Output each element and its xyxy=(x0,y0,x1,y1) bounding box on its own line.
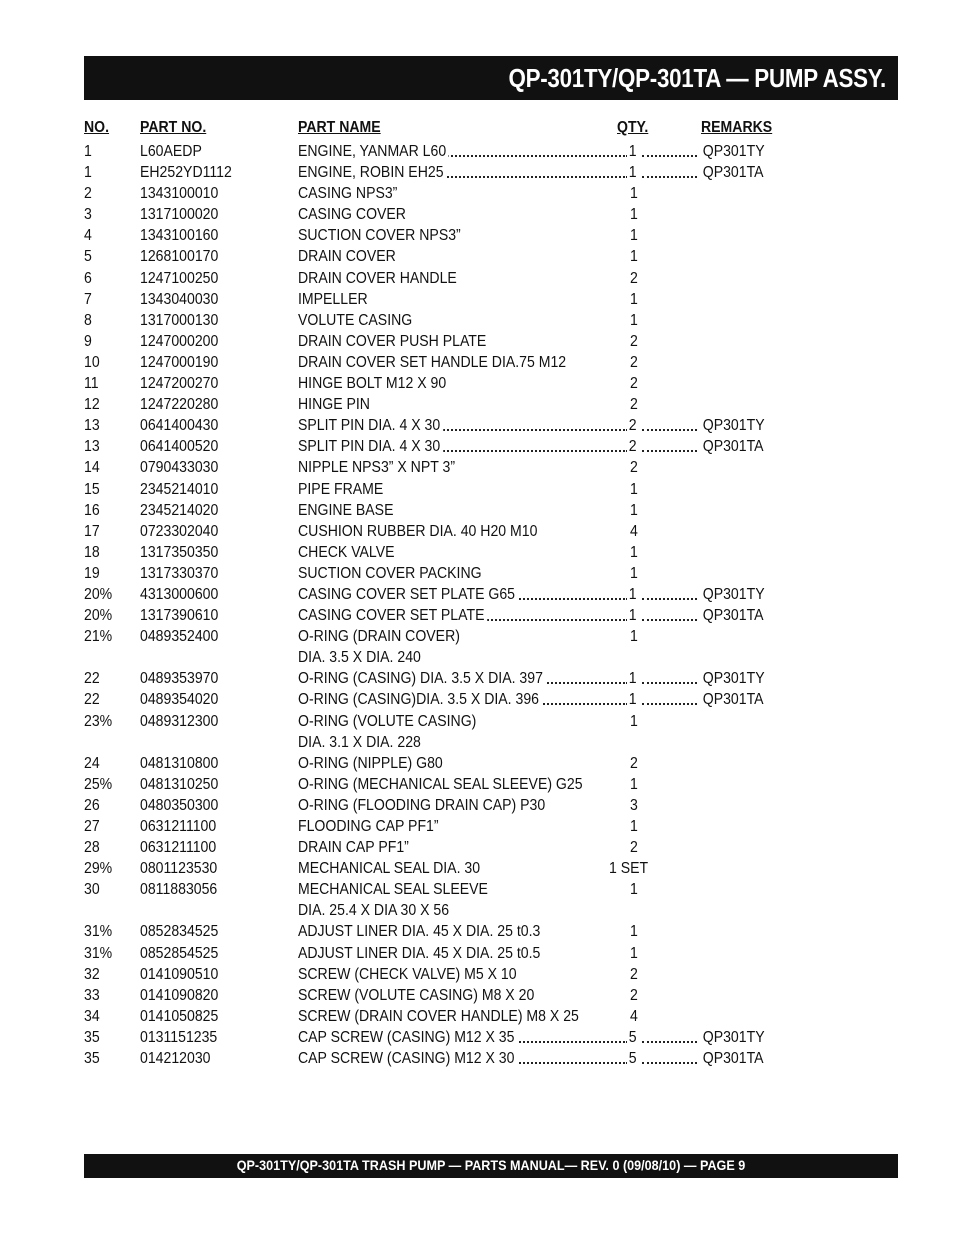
table-row xyxy=(0,436,954,457)
table-row xyxy=(0,943,954,964)
table-row xyxy=(0,457,954,478)
part-name: O-RING (DRAIN COVER) xyxy=(298,628,460,646)
part-number: 0481310800 xyxy=(140,754,219,772)
table-row xyxy=(0,1048,954,1069)
part-number: 1247000200 xyxy=(140,332,219,350)
part-name: O-RING (CASING)DIA. 3.5 X DIA. 396 xyxy=(298,689,542,710)
item-number: 22 xyxy=(84,670,100,688)
table-row xyxy=(0,162,954,183)
table-row xyxy=(0,689,954,710)
quantity: 1 xyxy=(630,227,638,245)
part-number: 1247000190 xyxy=(140,353,219,371)
dot-leader xyxy=(642,605,697,626)
quantity: 1 xyxy=(630,501,638,519)
item-number: 9 xyxy=(84,332,92,350)
quantity: 1 xyxy=(628,164,637,182)
quantity: 1 xyxy=(630,311,638,329)
item-number: 14 xyxy=(84,459,100,477)
part-name: FLOODING CAP PF1” xyxy=(298,818,439,835)
table-row xyxy=(0,289,954,310)
part-number: 0480350300 xyxy=(140,796,219,814)
dot-leader xyxy=(642,415,697,436)
item-number: 19 xyxy=(84,564,100,582)
part-name: O-RING (NIPPLE) G80 xyxy=(298,754,443,772)
part-number: 0489352400 xyxy=(140,628,219,646)
remarks: QP301TA xyxy=(702,438,764,456)
dot-leader xyxy=(642,436,697,457)
part-number: 1317100020 xyxy=(140,206,219,224)
table-row xyxy=(0,753,954,774)
dot-leader xyxy=(642,1048,697,1069)
quantity: 1 xyxy=(630,564,638,582)
part-name: IMPELLER xyxy=(298,290,368,308)
remarks: QP301TA xyxy=(702,1050,764,1068)
part-name: CHECK VALVE xyxy=(298,543,395,561)
item-number: 10 xyxy=(84,353,100,371)
part-number: 1317330370 xyxy=(140,564,219,582)
table-row xyxy=(0,921,954,942)
quantity: 2 xyxy=(630,353,638,371)
quantity: 4 xyxy=(630,1007,638,1025)
item-number: 34 xyxy=(84,1007,100,1025)
remarks: QP301TY xyxy=(702,1028,765,1046)
remarks: QP301TY xyxy=(702,670,765,688)
item-number: 31% xyxy=(84,944,113,962)
quantity: 1 xyxy=(630,628,638,646)
quantity: 1 xyxy=(628,585,637,603)
part-number: 0631211100 xyxy=(140,818,217,835)
quantity: 2 xyxy=(630,754,638,772)
part-name: O-RING (CASING) DIA. 3.5 X DIA. 397 xyxy=(298,668,546,689)
part-name: SUCTION COVER PACKING xyxy=(298,564,482,582)
remarks: QP301TA xyxy=(702,691,764,709)
remarks: QP301TY xyxy=(702,417,765,435)
quantity: 2 xyxy=(628,438,637,456)
table-row xyxy=(0,415,954,436)
part-name: DIA. 25.4 X DIA 30 X 56 xyxy=(298,902,450,920)
quantity: 1 xyxy=(628,670,637,688)
part-name: ENGINE, YANMAR L60 xyxy=(298,141,449,162)
part-name: SUCTION COVER NPS3” xyxy=(298,227,461,245)
part-name: MECHANICAL SEAL SLEEVE xyxy=(298,881,488,899)
item-number: 35 xyxy=(84,1050,100,1068)
part-name: DIA. 3.5 X DIA. 240 xyxy=(298,649,421,667)
part-name: CASING COVER xyxy=(298,206,406,224)
footer-text: QP-301TY/QP-301TA TRASH PUMP — PARTS MANUAL— REV. 0 (09/08/10) — PAGE 9 xyxy=(236,1157,746,1173)
item-number: 33 xyxy=(84,986,100,1004)
part-name: ENGINE BASE xyxy=(298,501,394,519)
item-number: 13 xyxy=(84,438,100,456)
footer-bar xyxy=(84,1154,898,1178)
part-number: 2345214020 xyxy=(140,501,219,519)
part-name: O-RING (VOLUTE CASING) xyxy=(298,712,477,730)
quantity: 2 xyxy=(630,375,638,393)
dot-leader xyxy=(642,141,697,162)
item-number: 7 xyxy=(84,290,92,308)
part-number: 0790433030 xyxy=(140,459,219,477)
quantity: 1 xyxy=(630,818,638,835)
quantity: 5 xyxy=(628,1050,637,1068)
quantity: 2 xyxy=(630,332,638,350)
part-number: 0852854525 xyxy=(140,944,219,962)
table-row xyxy=(0,246,954,267)
item-number: 3 xyxy=(84,206,92,224)
part-number: 1343100010 xyxy=(140,185,219,203)
column-header-qty: QTY. xyxy=(617,119,649,136)
table-row xyxy=(0,1027,954,1048)
table-row xyxy=(0,732,954,753)
quantity: 1 xyxy=(630,480,638,498)
part-number: L60AEDP xyxy=(140,143,202,160)
table-row xyxy=(0,373,954,394)
table-row xyxy=(0,647,954,668)
part-name: DRAIN COVER xyxy=(298,248,396,266)
table-row xyxy=(0,795,954,816)
item-number: 6 xyxy=(84,269,92,287)
part-name: SCREW (DRAIN COVER HANDLE) M8 X 25 xyxy=(298,1007,579,1025)
item-number: 32 xyxy=(84,965,100,983)
quantity: 2 xyxy=(630,965,638,983)
part-name: ENGINE, ROBIN EH25 xyxy=(298,162,446,183)
quantity: 1 xyxy=(630,206,638,224)
remarks: QP301TY xyxy=(702,143,765,160)
part-number: 0641400520 xyxy=(140,438,219,456)
item-number: 12 xyxy=(84,396,100,414)
table-row xyxy=(0,900,954,921)
item-number: 8 xyxy=(84,311,92,329)
quantity: 1 xyxy=(630,775,638,793)
item-number: 16 xyxy=(84,501,100,519)
quantity: 5 xyxy=(628,1028,637,1046)
part-number: 1317000130 xyxy=(140,311,219,329)
item-number: 29% xyxy=(84,860,113,878)
parts-table xyxy=(0,141,954,1069)
table-row xyxy=(0,964,954,985)
part-number: 0131151235 xyxy=(140,1028,218,1046)
item-number: 31% xyxy=(84,923,113,941)
item-number: 17 xyxy=(84,522,100,540)
table-row xyxy=(0,479,954,500)
remarks: QP301TA xyxy=(702,164,764,182)
part-number: 0141090820 xyxy=(140,986,219,1004)
column-header-part-no: PART NO. xyxy=(140,119,207,136)
part-number: 0723302040 xyxy=(140,522,219,540)
dot-leader xyxy=(642,689,697,710)
quantity: 2 xyxy=(630,459,638,477)
table-row xyxy=(0,310,954,331)
part-name: O-RING (MECHANICAL SEAL SLEEVE) G25 xyxy=(298,775,583,793)
part-name: ADJUST LINER DIA. 45 X DIA. 25 t0.3 xyxy=(298,923,541,941)
quantity: 1 xyxy=(630,248,638,266)
table-row xyxy=(0,331,954,352)
part-name: PIPE FRAME xyxy=(298,480,384,498)
part-name: CASING COVER SET PLATE G65 xyxy=(298,584,518,605)
item-number: 5 xyxy=(84,248,92,266)
quantity: 2 xyxy=(628,417,637,435)
item-number: 11 xyxy=(84,375,99,393)
part-number: 0489353970 xyxy=(140,670,219,688)
table-row xyxy=(0,225,954,246)
table-row xyxy=(0,626,954,647)
table-row xyxy=(0,774,954,795)
part-number: 0852834525 xyxy=(140,923,219,941)
table-row xyxy=(0,183,954,204)
part-name: NIPPLE NPS3” X NPT 3” xyxy=(298,459,456,477)
item-number: 4 xyxy=(84,227,92,245)
item-number: 23% xyxy=(84,712,113,730)
part-number: 0141050825 xyxy=(140,1007,219,1025)
quantity: 1 xyxy=(628,691,637,709)
item-number: 1 xyxy=(84,164,92,182)
part-name: O-RING (FLOODING DRAIN CAP) P30 xyxy=(298,796,546,814)
item-number: 20% xyxy=(84,585,113,603)
table-row xyxy=(0,352,954,373)
dot-leader xyxy=(642,584,697,605)
part-number: 4313000600 xyxy=(140,585,219,603)
column-header-no: NO. xyxy=(84,119,110,136)
quantity: 2 xyxy=(630,269,638,287)
part-name: CUSHION RUBBER DIA. 40 H20 M10 xyxy=(298,522,538,540)
part-name: SPLIT PIN DIA. 4 X 30 xyxy=(298,415,443,436)
table-row xyxy=(0,605,954,626)
part-name: CASING NPS3” xyxy=(298,185,398,203)
table-row xyxy=(0,500,954,521)
quantity: 4 xyxy=(630,522,638,540)
part-number: 1268100170 xyxy=(140,248,219,266)
part-number: 0489312300 xyxy=(140,712,219,730)
item-number: 20% xyxy=(84,607,113,625)
quantity: 1 xyxy=(628,143,637,160)
quantity: 1 xyxy=(630,923,638,941)
table-row xyxy=(0,858,954,879)
part-number: 1247220280 xyxy=(140,396,219,414)
column-header-part-name: PART NAME xyxy=(298,119,381,136)
table-row xyxy=(0,837,954,858)
part-number: 0801123530 xyxy=(140,860,218,878)
part-number: 014212030 xyxy=(140,1050,211,1068)
part-number: 2345214010 xyxy=(140,480,219,498)
part-number: 1343100160 xyxy=(140,227,219,245)
part-name: HINGE BOLT M12 X 90 xyxy=(298,375,447,393)
part-name: MECHANICAL SEAL DIA. 30 xyxy=(298,860,481,878)
table-row xyxy=(0,563,954,584)
item-number: 18 xyxy=(84,543,100,561)
part-name: SPLIT PIN DIA. 4 X 30 xyxy=(298,436,443,457)
part-number: 1343040030 xyxy=(140,290,219,308)
part-number: 1317390610 xyxy=(140,607,219,625)
table-row xyxy=(0,816,954,837)
item-number: 1 xyxy=(84,143,92,160)
item-number: 21% xyxy=(84,628,113,646)
quantity: 1 SET xyxy=(609,860,649,878)
table-row xyxy=(0,1006,954,1027)
remarks: QP301TY xyxy=(702,585,765,603)
item-number: 15 xyxy=(84,480,100,498)
quantity: 2 xyxy=(630,396,638,414)
part-name: VOLUTE CASING xyxy=(298,311,413,329)
part-number: 1247100250 xyxy=(140,269,219,287)
part-name: CAP SCREW (CASING) M12 X 30 xyxy=(298,1048,517,1069)
part-name: HINGE PIN xyxy=(298,396,370,414)
part-name: DRAIN COVER PUSH PLATE xyxy=(298,332,487,350)
item-number: 26 xyxy=(84,796,100,814)
part-number: 0811883056 xyxy=(140,881,218,899)
table-row xyxy=(0,268,954,289)
quantity: 1 xyxy=(630,712,638,730)
item-number: 22 xyxy=(84,691,100,709)
dot-leader xyxy=(642,1027,697,1048)
part-number: 0641400430 xyxy=(140,417,219,435)
part-name: ADJUST LINER DIA. 45 X DIA. 25 t0.5 xyxy=(298,944,541,962)
page-title-bar xyxy=(84,56,898,100)
table-row xyxy=(0,141,954,162)
quantity: 2 xyxy=(630,839,638,857)
part-name: CASING COVER SET PLATE xyxy=(298,605,487,626)
part-name: DRAIN CAP PF1” xyxy=(298,839,409,857)
table-row xyxy=(0,711,954,732)
quantity: 1 xyxy=(630,185,638,203)
quantity: 1 xyxy=(630,290,638,308)
table-row xyxy=(0,204,954,225)
part-name: SCREW (CHECK VALVE) M5 X 10 xyxy=(298,965,517,983)
item-number: 13 xyxy=(84,417,100,435)
part-name: DRAIN COVER HANDLE xyxy=(298,269,457,287)
part-name: DRAIN COVER SET HANDLE DIA.75 M12 xyxy=(298,353,567,371)
quantity: 3 xyxy=(630,796,638,814)
part-number: 1247200270 xyxy=(140,375,219,393)
quantity: 1 xyxy=(628,607,637,625)
part-name: CAP SCREW (CASING) M12 X 35 xyxy=(298,1027,517,1048)
part-number: 0481310250 xyxy=(140,775,219,793)
quantity: 2 xyxy=(630,986,638,1004)
table-row xyxy=(0,542,954,563)
column-header-remarks: REMARKS xyxy=(701,119,773,136)
table-row xyxy=(0,584,954,605)
item-number: 30 xyxy=(84,881,100,899)
part-number: 0489354020 xyxy=(140,691,219,709)
item-number: 28 xyxy=(84,839,100,857)
dot-leader xyxy=(642,162,697,183)
dot-leader xyxy=(642,668,697,689)
item-number: 27 xyxy=(84,818,100,835)
table-row xyxy=(0,985,954,1006)
page-title: QP-301TY/QP-301TA — PUMP ASSY. xyxy=(508,63,886,93)
quantity: 1 xyxy=(630,543,638,561)
item-number: 35 xyxy=(84,1028,100,1046)
part-number: EH252YD1112 xyxy=(140,164,232,182)
table-row xyxy=(0,521,954,542)
table-row xyxy=(0,394,954,415)
part-number: 0631211100 xyxy=(140,839,217,857)
part-number: 0141090510 xyxy=(140,965,219,983)
item-number: 25% xyxy=(84,775,113,793)
item-number: 2 xyxy=(84,185,92,203)
quantity: 1 xyxy=(630,944,638,962)
table-row xyxy=(0,879,954,900)
item-number: 24 xyxy=(84,754,100,772)
table-row xyxy=(0,668,954,689)
part-name: SCREW (VOLUTE CASING) M8 X 20 xyxy=(298,986,535,1004)
part-name: DIA. 3.1 X DIA. 228 xyxy=(298,733,421,751)
remarks: QP301TA xyxy=(702,607,764,625)
quantity: 1 xyxy=(630,881,638,899)
part-number: 1317350350 xyxy=(140,543,219,561)
